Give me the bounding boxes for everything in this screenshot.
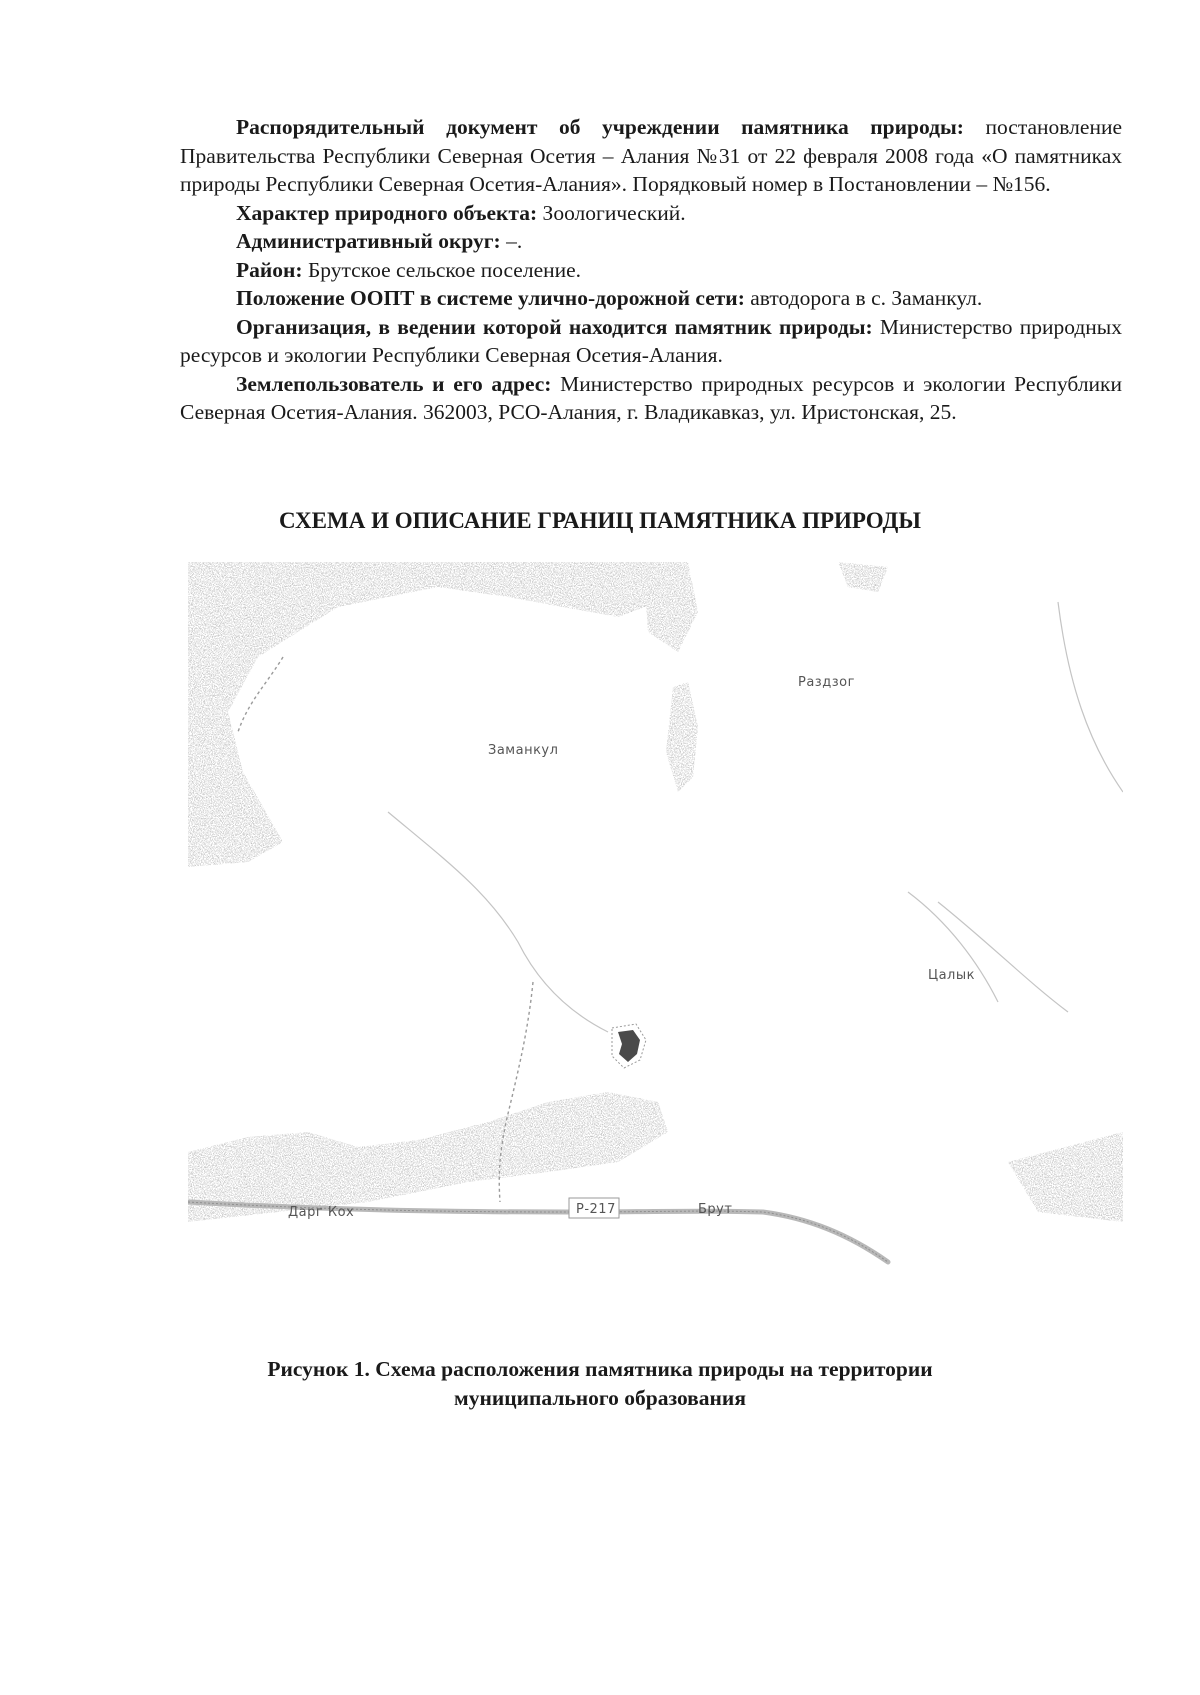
document-body xyxy=(180,113,1122,427)
paragraph-label: Организация, в ведении которой находится памятник природы: xyxy=(236,314,873,339)
forest-area-north-strip xyxy=(643,562,698,652)
paragraph-land-user xyxy=(180,370,1122,427)
paragraph-label: Административный округ: xyxy=(236,229,501,253)
paragraph-label: Характер природного объекта: xyxy=(236,200,538,225)
relief-contour xyxy=(908,892,998,1002)
forest-area-northwest xyxy=(188,562,658,867)
forest-area-ravine xyxy=(666,682,698,792)
paragraph-label: Район: xyxy=(236,257,303,282)
paragraph-district xyxy=(180,256,1122,285)
map-label-road: Р-217 xyxy=(576,1202,616,1217)
relief-contour xyxy=(388,812,608,1032)
map-label-darg-koh: Дарг Кох xyxy=(288,1205,355,1220)
relief-contour xyxy=(1058,602,1123,792)
forest-area-northeast xyxy=(838,562,888,592)
paragraph-text: –. xyxy=(500,229,523,253)
section-title: СХЕМА И ОПИСАНИЕ ГРАНИЦ ПАМЯТНИКА ПРИРОДЫ xyxy=(279,508,921,533)
relief-contour xyxy=(938,902,1068,1012)
caption-line: Рисунок 1. Схема расположения памятника природы на территории xyxy=(267,1357,933,1381)
paragraph-text: Министерство природных ресурсов и экологии Республики Северная Осетия-Алания. 362003, РСО-Алания, г. Владикавказ, ул. Иристонская, 25. xyxy=(180,371,1122,424)
map-label-tsalyk: Цалык xyxy=(928,968,975,983)
paragraph-road-position xyxy=(180,284,1122,313)
paragraph-text: Министерство природных ресурсов и экологии Республики Северная Осетия-Алания. xyxy=(180,314,1123,367)
caption-line: муниципального образования xyxy=(454,1386,746,1410)
figure-caption xyxy=(0,1355,1200,1413)
map-label-razdzog: Раздзог xyxy=(798,675,855,690)
paragraph-character xyxy=(180,199,1122,228)
paragraph-text: автодорога в с. Заманкул. xyxy=(744,286,983,310)
paragraph-organization xyxy=(180,313,1122,370)
paragraph-label: Землепользователь и его адрес: xyxy=(236,371,552,396)
map-label-brut: Брут xyxy=(698,1202,733,1217)
location-map xyxy=(188,562,1123,1340)
paragraph-text: постановление Правительства Республики Северная Осетия – Алания №31 от 22 февраля 2008 года «О памятниках природы Республики Северная Осетия-Алания». Порядковый номер в Постановлении – №156. xyxy=(180,115,1122,196)
paragraph-text: Зоологический. xyxy=(537,200,686,225)
paragraph-decree xyxy=(180,113,1122,199)
forest-area-south-east xyxy=(1008,1132,1123,1222)
paragraph-label: Положение ООПТ в системе улично-дорожной сети: xyxy=(236,286,745,310)
map-label-zamankul: Заманкул xyxy=(488,743,559,758)
paragraph-label: Распорядительный документ об учреждении памятника природы: xyxy=(236,115,964,139)
monument-location-marker xyxy=(618,1030,640,1062)
paragraph-text: Брутское сельское поселение. xyxy=(302,257,582,282)
paragraph-admin-district xyxy=(180,227,1122,256)
